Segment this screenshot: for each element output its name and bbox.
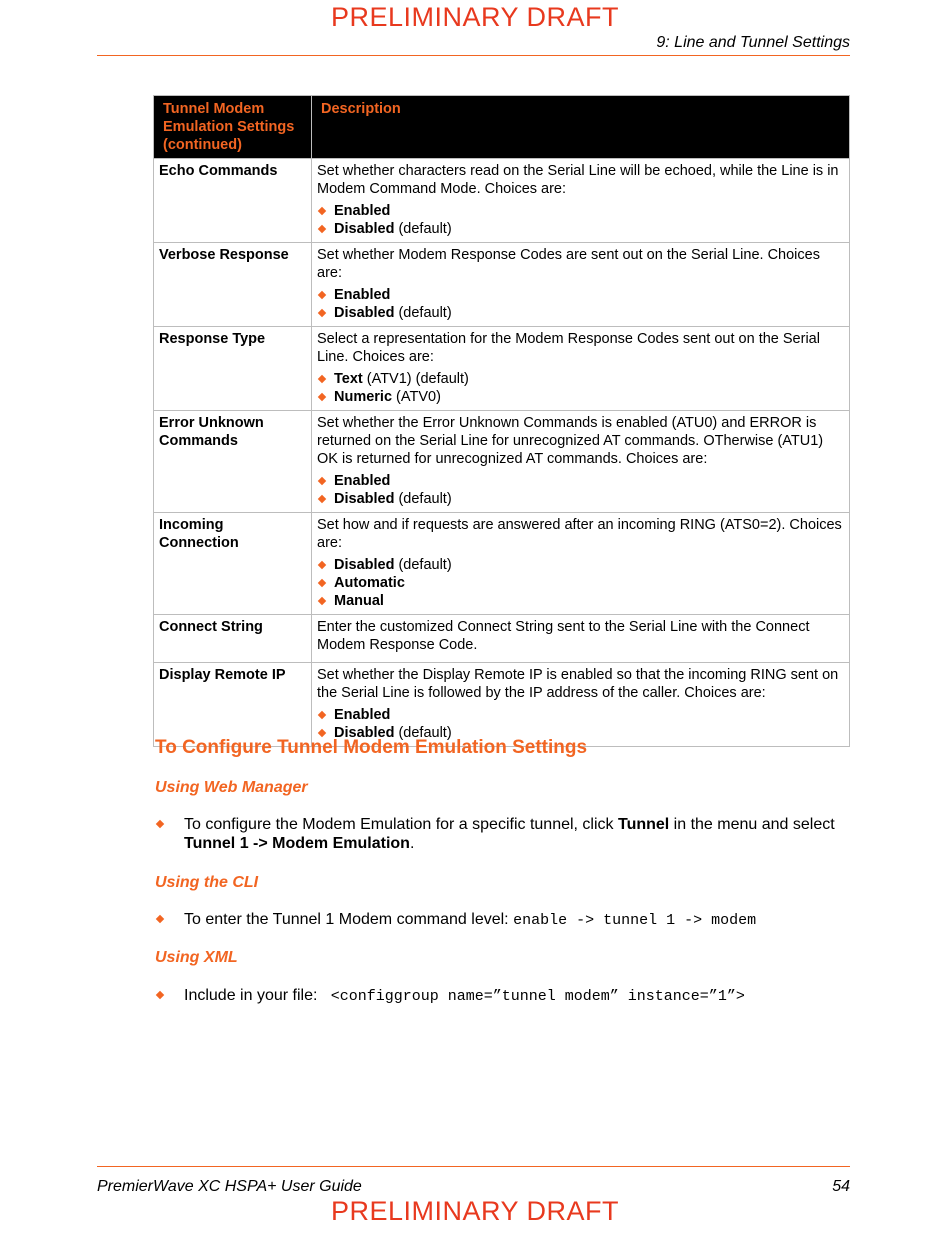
choices-list	[317, 472, 844, 508]
setting-description	[312, 327, 850, 411]
description-text: Select a representation for the Modem Response Codes sent out on the Serial Line. Choices are:	[317, 331, 820, 365]
web-manager-instruction	[155, 815, 850, 853]
diamond-bullet-icon	[318, 225, 326, 233]
footer-title: PremierWave XC HSPA+ User Guide	[97, 1178, 362, 1195]
chapter-title: 9: Line and Tunnel Settings	[656, 34, 850, 51]
page-number: 54	[832, 1178, 850, 1195]
xml-text-label: Include in your file:	[184, 987, 322, 1004]
xml-code: <configgroup name=”tunnel modem” instance=”1”>	[330, 988, 745, 1005]
choice-item	[317, 490, 844, 508]
choice-label: Disabled	[334, 557, 395, 573]
diamond-bullet-icon	[156, 991, 164, 999]
choice-item	[317, 592, 844, 610]
description-text: Set whether the Error Unknown Commands is enabled (ATU0) and ERROR is returned on the Serial Line for unrecognized AT commands. OTherwise (ATU1) OK is returned for unrecognized AT commands. Choices are:	[317, 415, 824, 467]
setting-description	[312, 615, 850, 663]
table-row	[154, 411, 850, 513]
cli-text-label: To enter the Tunnel 1 Modem command level:	[184, 911, 514, 928]
setting-name: Display Remote IP	[154, 663, 312, 747]
draft-watermark-bottom: PRELIMINARY DRAFT	[330, 1196, 620, 1226]
table-row	[154, 663, 850, 747]
choice-item	[317, 202, 844, 220]
footer-rule	[97, 1166, 850, 1167]
choice-label: Enabled	[334, 203, 391, 219]
choices-list	[317, 370, 844, 406]
choice-item	[317, 220, 844, 238]
choice-label: Numeric	[334, 389, 393, 405]
diamond-bullet-icon	[318, 495, 326, 503]
choice-item	[317, 286, 844, 304]
choices-list	[317, 202, 844, 238]
table-row	[154, 513, 850, 615]
choice-item	[317, 556, 844, 574]
choice-note: (default)	[394, 305, 452, 321]
cli-text	[184, 910, 850, 930]
choice-label: Disabled	[334, 305, 395, 321]
choice-label: Disabled	[334, 221, 395, 237]
diamond-bullet-icon	[156, 820, 164, 828]
diamond-bullet-icon	[318, 393, 326, 401]
diamond-bullet-icon	[318, 477, 326, 485]
diamond-bullet-icon	[318, 207, 326, 215]
choice-item	[317, 574, 844, 592]
web-bold-tunnel: Tunnel	[617, 816, 670, 833]
choice-label: Automatic	[334, 575, 405, 591]
setting-name: Connect String	[154, 615, 312, 663]
web-text-a: To configure the Modem Emulation for a specific tunnel, click	[184, 816, 618, 833]
cli-instruction	[155, 910, 850, 930]
xml-instruction	[155, 986, 850, 1006]
draft-watermark-top: PRELIMINARY DRAFT	[330, 2, 620, 32]
description-text: Set whether Modem Response Codes are sent out on the Serial Line. Choices are:	[317, 247, 820, 281]
setting-name: Incoming Connection	[154, 513, 312, 615]
diamond-bullet-icon	[318, 579, 326, 587]
table-body	[154, 159, 850, 747]
choice-note: (default)	[394, 221, 452, 237]
description-text: Enter the customized Connect String sent to the Serial Line with the Connect Modem Response Code.	[317, 619, 810, 653]
table-header-description: Description	[312, 96, 850, 159]
setting-description	[312, 411, 850, 513]
setting-description	[312, 663, 850, 747]
table-row	[154, 243, 850, 327]
cli-heading: Using the CLI	[155, 874, 259, 891]
diamond-bullet-icon	[156, 915, 164, 923]
choice-item	[317, 706, 844, 724]
diamond-bullet-icon	[318, 711, 326, 719]
table-row	[154, 327, 850, 411]
setting-name: Response Type	[154, 327, 312, 411]
choice-label: Enabled	[334, 707, 391, 723]
choice-label: Enabled	[334, 473, 391, 489]
table-row	[154, 615, 850, 663]
choice-note: (ATV1) (default)	[362, 371, 469, 387]
setting-description	[312, 243, 850, 327]
xml-text	[184, 986, 850, 1006]
diamond-bullet-icon	[318, 729, 326, 737]
web-text-c: .	[409, 835, 415, 852]
table-header-row	[154, 96, 850, 159]
xml-heading: Using XML	[155, 949, 238, 966]
settings-table	[153, 95, 850, 747]
choices-list	[317, 556, 844, 610]
diamond-bullet-icon	[318, 309, 326, 317]
cli-command: enable -> tunnel 1 -> modem	[513, 912, 757, 929]
choice-note: (default)	[394, 725, 452, 741]
diamond-bullet-icon	[318, 597, 326, 605]
setting-name: Verbose Response	[154, 243, 312, 327]
choice-note: (ATV0)	[392, 389, 441, 405]
description-text: Set how and if requests are answered after an incoming RING (ATS0=2). Choices are:	[317, 517, 842, 551]
table-header-setting: Tunnel Modem Emulation Settings (continued)	[154, 96, 312, 159]
setting-name: Error Unknown Commands	[154, 411, 312, 513]
description-text: Set whether the Display Remote IP is enabled so that the incoming RING sent on the Serial Line is followed by the IP address of the caller. Choices are:	[317, 667, 839, 701]
web-bold-menu-path: Tunnel 1 -> Modem Emulation	[184, 835, 410, 852]
setting-name: Echo Commands	[154, 159, 312, 243]
choice-item	[317, 388, 844, 406]
choice-note: (default)	[394, 557, 452, 573]
choice-note: (default)	[394, 491, 452, 507]
choice-label: Enabled	[334, 287, 391, 303]
table-row	[154, 159, 850, 243]
section-heading: To Configure Tunnel Modem Emulation Settings	[155, 737, 588, 758]
diamond-bullet-icon	[318, 375, 326, 383]
header-rule	[97, 55, 850, 56]
choice-item	[317, 370, 844, 388]
choice-label: Manual	[334, 593, 384, 609]
web-text-b: in the menu and select	[669, 816, 835, 833]
web-manager-text	[184, 815, 850, 853]
diamond-bullet-icon	[318, 561, 326, 569]
choice-label: Disabled	[334, 725, 395, 741]
choice-label: Disabled	[334, 491, 395, 507]
choices-list	[317, 286, 844, 322]
choice-label: Text	[334, 371, 363, 387]
choice-item	[317, 472, 844, 490]
web-manager-heading: Using Web Manager	[155, 779, 308, 796]
diamond-bullet-icon	[318, 291, 326, 299]
setting-description	[312, 159, 850, 243]
choice-item	[317, 304, 844, 322]
description-text: Set whether characters read on the Serial Line will be echoed, while the Line is in Modem Command Mode. Choices are:	[317, 163, 839, 197]
setting-description	[312, 513, 850, 615]
